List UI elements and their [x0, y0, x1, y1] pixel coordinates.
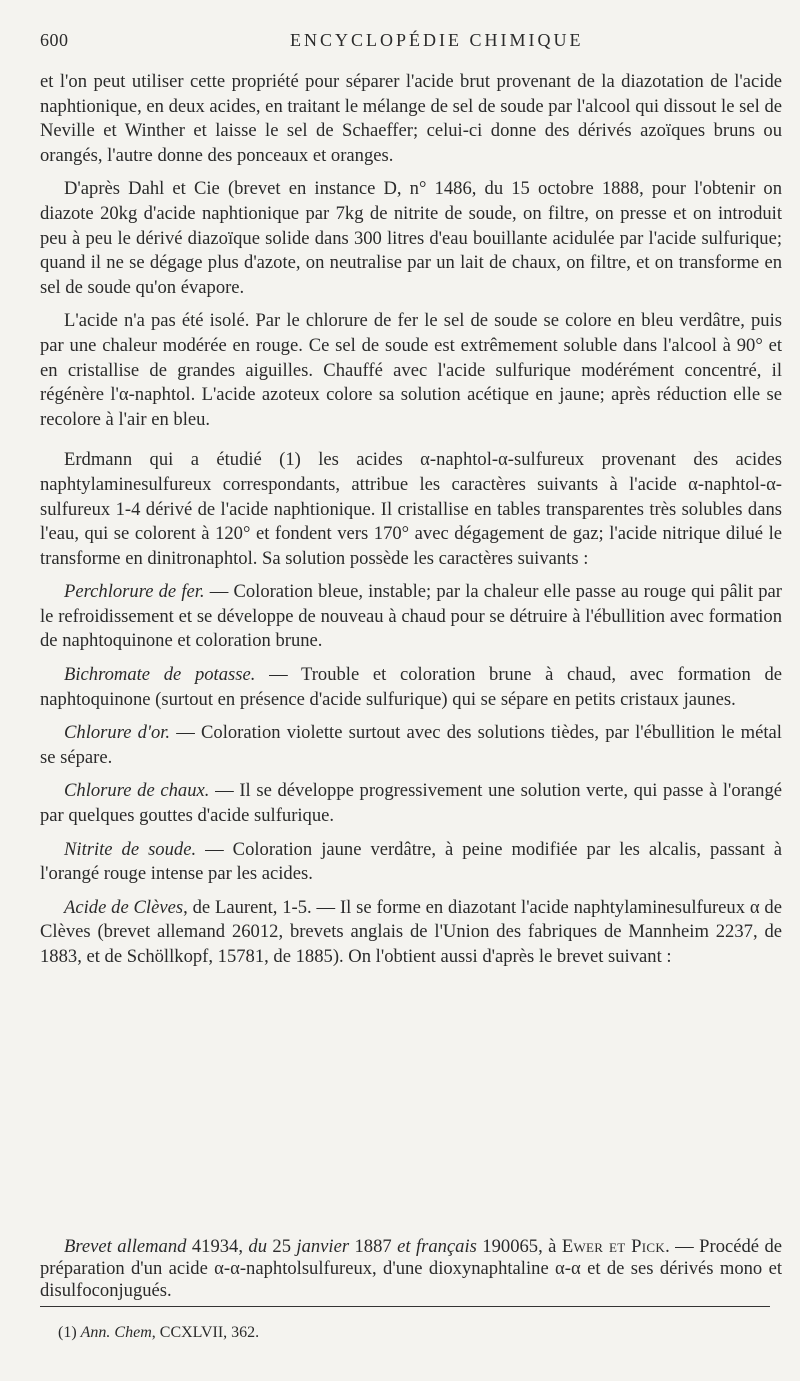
patent-period: . — [665, 1236, 670, 1257]
footnote-reference: , CCXLVII, 362. — [151, 1324, 260, 1341]
footnote-rule — [40, 1306, 770, 1307]
paragraph-properties: L'acide n'a pas été isolé. Par le chlorure de fer le sel de soude se colore en bleu verdâtre, puis par une chaleur modérée en rouge. Ce sel de soude est extrêmement soluble dans l'alcool à 90° et en cristallise de grandes aiguilles. Chauffé avec l'acide sulfurique modérément concentré, il régénère l'α-naphtol. L'acide azoteux colore sa solution acétique en jaune; après réduction elle se recolore à l'air en bleu. — [40, 310, 782, 430]
page-number: 600 — [40, 30, 69, 50]
reaction-text: — Coloration jaune verdâtre, à peine modifiée par les alcalis, passant à l'orangé rouge intense par les acides. — [40, 838, 782, 885]
patent-french-number: 190065, à — [476, 1236, 562, 1257]
paragraph-continued: et l'on peut utiliser cette propriété pour séparer l'acide brut provenant de la diazotation de l'acide naphtionique, en deux acides, en traitant le mélange de sel de soude par l'alcool qui dissout le sel de Neville et Winther et laisse le sel de Schaeffer; celui-ci donne des dérivés azoïques bruns ou orangés, l'autre donne des ponceaux et oranges. — [40, 71, 782, 166]
reaction-lead: Nitrite de soude. — [64, 838, 197, 860]
patent-day: 25 — [267, 1236, 297, 1257]
reaction-item — [40, 838, 782, 887]
footnote — [58, 1322, 758, 1344]
reaction-text: — Coloration bleue, instable; par la chaleur elle passe au rouge qui pâlit par le refroidissement et se développe de nouveau à chaud pour se détruire à l'ébullition avec formation de naphtoquinone et coloration brune. — [40, 581, 782, 652]
paragraph-erdmann: Erdmann qui a étudié (1) les acides α-naphtol-α-sulfureux provenant des acides naphtylaminesulfureux correspondants, attribue les caractères suivants à l'acide α-naphtol-α-sulfureux 1-4 dérivé de l'acide naphtionique. Il cristallise en tables transparentes très solubles dans l'eau, qui se colorent à 120° et fondent vers 170° avec dégagement de gaz; l'acide nitrique dilué le transforme en dinitronaphtol. Sa solution possède les caractères suivants : — [40, 449, 782, 569]
reaction-lead: Chlorure d'or. — [64, 722, 171, 744]
running-title: ENCYCLOPÉDIE CHIMIQUE — [290, 30, 584, 50]
reaction-text: , de Laurent, 1-5. — Il se forme en diazotant l'acide naphtylaminesulfureux α de Clèves (brevet allemand 26012, brevets anglais de l'Union des fabriques de Mannheim 2237, de 1883, et de Schöllkopf, 15781, de 1885). On l'obtient aussi d'après le brevet suivant : — [40, 896, 782, 967]
main-text — [40, 70, 782, 979]
reaction-text: — Il se développe progressivement une solution verte, qui passe à l'orangé par quelques gouttes d'acide sulfurique. — [40, 780, 782, 827]
page-header — [40, 30, 760, 58]
patent-du: du — [248, 1236, 267, 1257]
footnote-journal: Ann. Chem — [80, 1324, 152, 1341]
reaction-item — [40, 779, 782, 828]
reaction-lead: Perchlorure de fer. — [64, 581, 205, 603]
reaction-text: — Coloration violette surtout avec des solutions tièdes, par l'ébullition le métal se sépare. — [40, 722, 782, 768]
patent-text — [40, 1236, 782, 1302]
patent-number: 41934, — [186, 1236, 249, 1257]
reaction-lead: Bichromate de potasse. — [64, 664, 256, 686]
reaction-lead: Acide de Clèves — [64, 896, 184, 918]
reaction-lead: Chlorure de chaux. — [64, 780, 210, 802]
reaction-item — [40, 580, 782, 654]
clevess-acid-paragraph — [40, 896, 782, 970]
paragraph-dahl: D'après Dahl et Cie (brevet en instance D, n° 1486, du 15 octobre 1888, pour l'obtenir on diazote 20kg d'acide naphtionique par 7kg de nitrite de soude, on filtre, on presse et on introduit peu à peu le dérivé diazoïque solide dans 300 litres d'eau bouillante acidulée par l'acide sulfurique; quand il ne se dégage plus d'azote, on neutralise par un lait de chaux, on filtre, et on transforme en sel de soude qu'on évapore. — [40, 178, 782, 298]
patent-description: — Procédé de préparation d'un acide α-α-naphtolsulfureux, d'une dioxynaphtaline α-α et de ses dérivés mono et disulfoconjugués. — [40, 1236, 783, 1301]
patent-reference — [40, 1236, 782, 1302]
patent-year: 1887 — [349, 1236, 398, 1257]
reaction-item — [40, 721, 782, 770]
footnote-marker: (1) — [58, 1324, 77, 1341]
patent-authors: Ewer et Pick — [561, 1236, 666, 1257]
patent-french: et français — [397, 1236, 477, 1257]
reaction-text: — Trouble et coloration brune à chaud, avec formation de naphtoquinone (surtout en présence d'acide sulfurique) qui se sépare en petits cristaux jaunes. — [40, 664, 783, 710]
patent-label: Brevet allemand — [64, 1236, 187, 1257]
reaction-item — [40, 663, 782, 712]
patent-month: janvier — [296, 1236, 350, 1257]
